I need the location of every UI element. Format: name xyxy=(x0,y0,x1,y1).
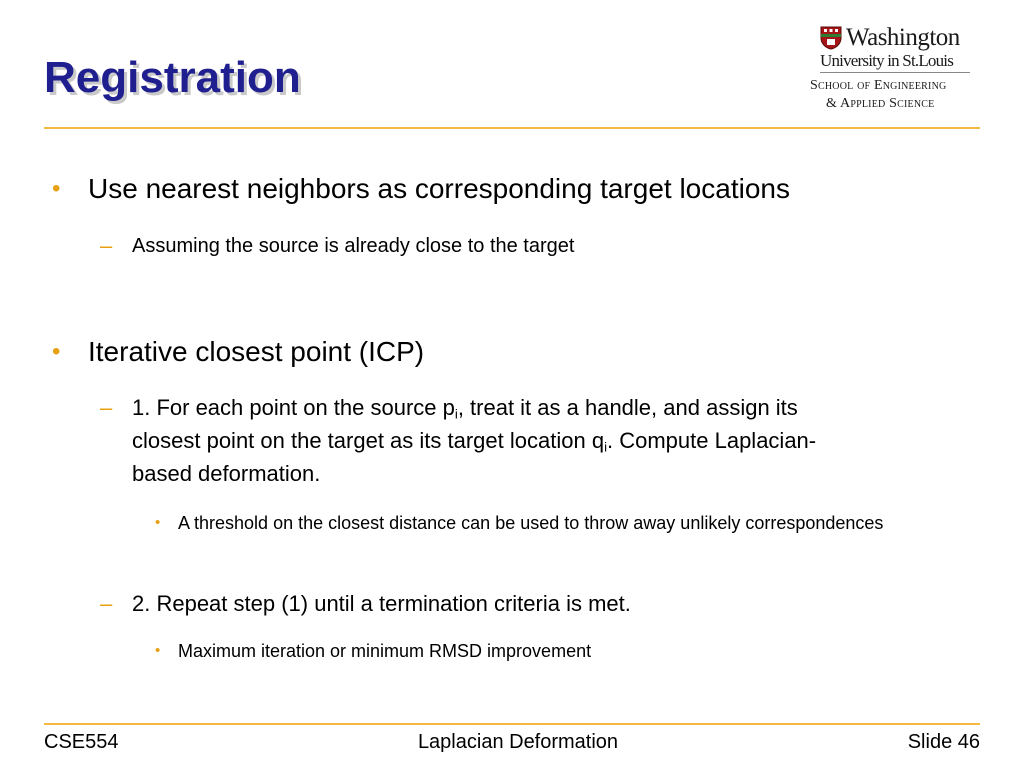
sub-bullet-step-1: 1. For each point on the source $p_i$, treat it as a handle, and assign its closest point on the target as its target location $q_i$. Compute Laplacian- based deformation. xyxy=(132,395,817,486)
sub-bullet-assuming: Assuming the source is already close to the target xyxy=(132,235,575,257)
bullet-icp: Iterative closest point (ICP) xyxy=(88,336,425,367)
footer-divider xyxy=(44,723,980,725)
bullet-marker: • xyxy=(155,514,161,531)
title-divider xyxy=(44,127,980,129)
logo-line-4: & Applied Science xyxy=(826,96,935,111)
dash-marker: – xyxy=(100,591,113,616)
bullet-marker: • xyxy=(155,642,161,659)
footer-slide-number: Slide 46 xyxy=(907,731,980,753)
logo-top-row xyxy=(820,24,960,52)
university-crest-icon xyxy=(820,26,842,50)
slide-title: Registration xyxy=(44,53,301,102)
bullet-marker: • xyxy=(52,338,61,365)
footer-course: CSE554 xyxy=(44,731,119,753)
footer-topic: Laplacian Deformation xyxy=(417,731,619,753)
dash-marker: – xyxy=(100,395,113,420)
logo-divider xyxy=(820,72,970,73)
dash-marker: – xyxy=(100,233,113,258)
bullet-marker: • xyxy=(52,175,61,202)
logo-line-3: School of Engineering xyxy=(810,78,947,93)
sub-sub-bullet-maximum: Maximum iteration or minimum RMSD improvement xyxy=(178,641,592,661)
sub-bullet-step-2: 2. Repeat step (1) until a termination criteria is met. xyxy=(132,591,631,616)
bullet-nearest-neighbors: Use nearest neighbors as corresponding target locations xyxy=(88,173,790,204)
sub-sub-bullet-threshold: A threshold on the closest distance can be used to throw away unlikely correspondences xyxy=(178,513,884,533)
logo-line-2: University in St.Louis xyxy=(820,51,954,70)
logo-line-1: Washington xyxy=(846,24,960,51)
university-logo xyxy=(808,24,984,116)
